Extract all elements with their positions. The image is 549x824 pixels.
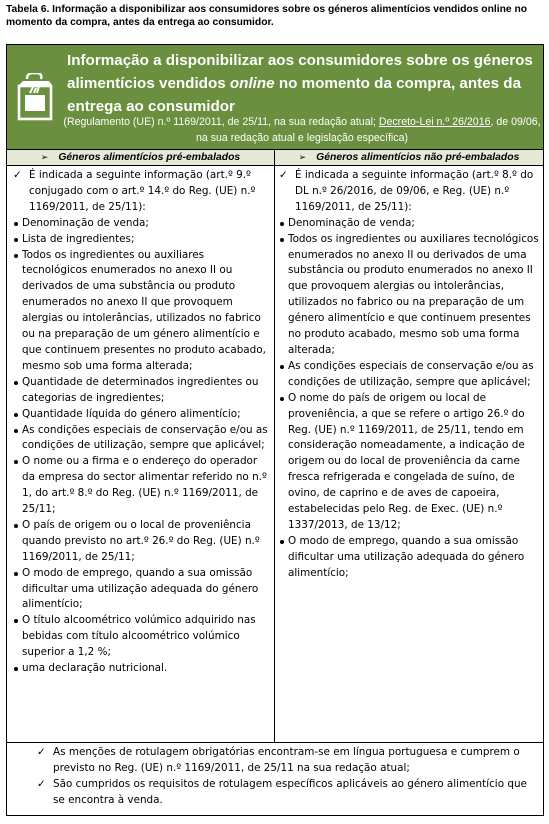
- check-icon: ✓: [37, 777, 46, 790]
- column-heading-pre-packaged: ➢ Géneros alimentícios pré-embalados: [7, 150, 275, 165]
- arrow-bullet-icon: ➢: [40, 152, 49, 162]
- list-item: O modo de emprego, quando a sua omissão dificultar uma utilização adequada do género alimentício;: [279, 534, 539, 582]
- list-item: Denominação de venda;: [279, 216, 539, 232]
- requirements-list: [279, 216, 539, 582]
- footer-item: ✓ São cumpridos os requisitos de rotulagem específicos aplicáveis ao género alimentício que se encontra à venda.: [37, 777, 537, 809]
- check-icon: ✓: [37, 746, 46, 758]
- arrow-bullet-icon: ➢: [298, 152, 307, 162]
- requirements-list: [13, 216, 270, 677]
- list-item: O título alcoométrico volúmico adquirido nas bebidas com título alcoométrico volúmico superior a 1,2 %;: [13, 613, 270, 661]
- column-non-pre-packaged: [275, 166, 543, 742]
- list-item: Todos os ingredientes ou auxiliares tecnológicos enumerados no anexo II ou derivados de uma substância ou produto enumerados no anexo II que provoquem alergias ou intolerâncias, utilizados no fabrico ou na preparação de um género alimentício e que continuem presentes no produto acabado, mesmo sob uma forma alterada;: [13, 248, 270, 375]
- column-intro: ✓ É indicada a seguinte informação (art.º 9.º conjugado com o art.º 14.º do Reg. (UE) n.º 1169/2011, de 25/11):: [13, 168, 270, 216]
- header-title: Informação a disponibilizar aos consumidores sobre os géneros alimentícios vendidos online no momento da compra, antes da entrega ao consumidor: [67, 52, 533, 115]
- column-intro: ✓ É indicada a seguinte informação (art.º 8.º do DL n.º 26/2016, de 09/06, e Reg. (UE) n.º 1169/2011, de 25/11):: [279, 168, 539, 216]
- list-item: O nome ou a firma e o endereço do operador da empresa do sector alimentar referido no n.º 1, do art.º 8.º do Reg. (UE) n.º 1169/2011, de 25/11;: [13, 454, 270, 518]
- list-item: As condições especiais de conservação e/ou as condições de utilização, sempre que aplicável;: [13, 423, 270, 455]
- header-legislation: (Regulamento (UE) n.º 1169/2011, de 25/11, na sua redação atual; Decreto-Lei n.º 26/2016, de 09/06, na sua redação atual e legislação específica): [63, 116, 541, 144]
- shopping-bag-icon: [15, 73, 55, 121]
- column-headings: [7, 149, 543, 166]
- list-item: O modo de emprego, quando a sua omissão dificultar uma utilização adequada do género alimentício;: [13, 566, 270, 614]
- check-icon: ✓: [279, 169, 288, 181]
- list-item: uma declaração nutricional.: [13, 661, 270, 677]
- list-item: Todos os ingredientes ou auxiliares tecnológicos enumerados no anexo II ou derivados de uma substância ou produto enumerados no anexo II que provoquem alergias ou intolerâncias, utilizados no fabrico ou na preparação de um género alimentício e que continuem presentes no produto acabado, mesmo sob uma forma alterada;: [279, 232, 539, 359]
- footer-item: ✓ As menções de rotulagem obrigatórias encontram-se em língua portuguesa e cumprem o previsto no Reg. (UE) n.º 1169/2011, de 25/11 na sua redação atual;: [37, 745, 537, 777]
- list-item: Denominação de venda;: [13, 216, 270, 232]
- list-item: Quantidade de determinados ingredientes ou categorias de ingredientes;: [13, 375, 270, 407]
- table-caption: Tabela 6. Informação a disponibilizar aos consumidores sobre os géneros alimentícios vendidos online no momento da compra, antes da entrega ao consumidor.: [6, 4, 528, 28]
- table-footer: [7, 742, 543, 816]
- list-item: As condições especiais de conservação e/ou as condições de utilização, sempre que aplicável;: [279, 359, 539, 391]
- table-header: [7, 45, 543, 149]
- list-item: O nome do país de origem ou local de proveniência, a que se refere o artigo 26.º do Reg. (UE) n.º 1169/2011, de 25/11, tendo em consideração nomeadamente, a indicação de origem ou do local de proveniência da carne fresca refrigerada e congelada de suíno, de ovino, de caprino e de aves de capoeira, estabelecidas pelo Reg. de Exec. (UE) n.º 1337/2013, de 13/12;: [279, 391, 539, 534]
- column-pre-packaged: [7, 166, 275, 742]
- header-title-emphasis: online: [229, 75, 275, 92]
- check-icon: ✓: [13, 169, 22, 181]
- list-item: Quantidade líquida do género alimentício;: [13, 407, 270, 423]
- list-item: O país de origem ou o local de proveniência quando previsto no art.º 26.º do Reg. (UE) n.º 1169/2011, de 25/11;: [13, 518, 270, 566]
- decreto-lei-link[interactable]: Decreto-Lei n.º 26/2016: [378, 116, 491, 128]
- column-heading-non-pre-packaged: ➢ Géneros alimentícios não pré-embalados: [298, 152, 520, 163]
- info-table: [6, 44, 544, 816]
- list-item: Lista de ingredientes;: [13, 232, 270, 248]
